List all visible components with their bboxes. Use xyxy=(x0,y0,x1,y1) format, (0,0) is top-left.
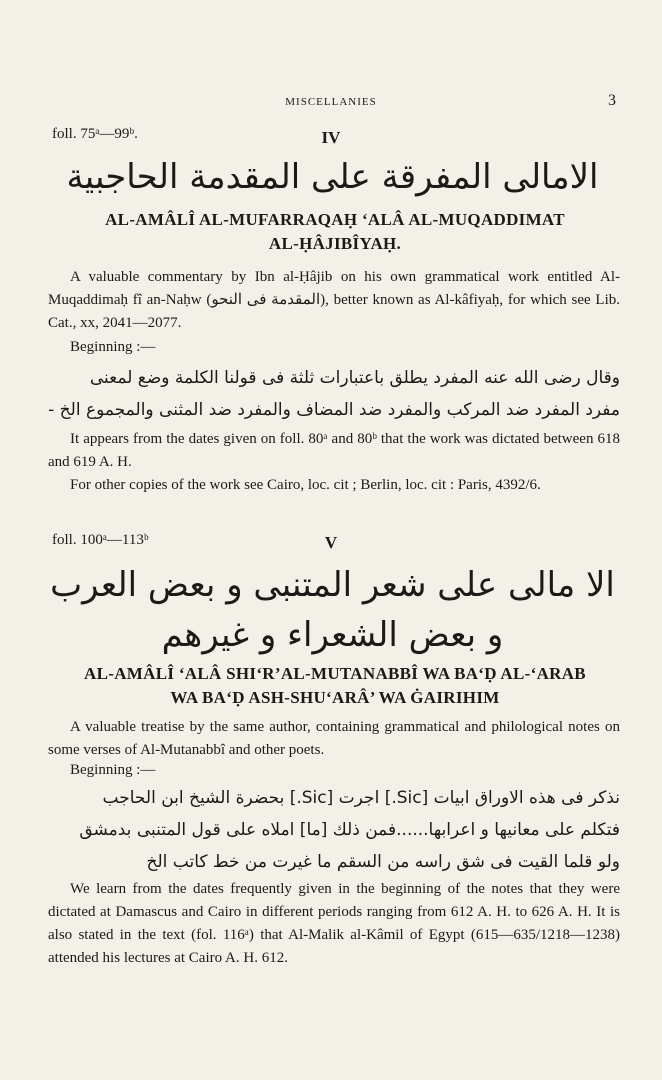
arabic-title-iv: الامالى المفرقة على المقدمة الحاجبية xyxy=(66,157,599,197)
date-note-iv: It appears from the dates given on foll. 80ᵃ and 80ᵇ that the work was dictated between 618 and 619 A. H. xyxy=(48,431,620,470)
arabic-title-line2-v: و بعض الشعراء و غيرهم xyxy=(161,615,504,655)
copies-note-iv: For other copies of the work see Cairo, loc. cit ; Berlin, loc. cit : Paris, 4392/6. xyxy=(70,477,541,493)
transliteration-line2-v: WA BA‘Ḍ ASH-SHU‘ARÂ’ WA ĠAIRIHIM xyxy=(170,688,500,707)
transliteration-line1-iv: AL-AMÂLÎ AL-MUFARRAQAḤ ‘ALÂ AL-MUQADDIMAT xyxy=(105,210,565,229)
arabic-incipit-line1-iv: وقال رضى الله عنه المفرد يطلق باعتبارات ثلثة فى قولنا الكلمة وضع لمعنى xyxy=(89,368,620,388)
arabic-incipit-line1-v: نذكر فى هذه الاوراق ابيات [Sic.] اجرت [Sic.] بحضرة الشيخ ابن الحاجب xyxy=(102,788,620,808)
transliteration-line1-v: AL-AMÂLÎ ‘ALÂ SHI‘R’AL-MUTANABBÎ WA BA‘Ḍ AL-‘ARAB xyxy=(84,664,586,683)
arabic-title-line1-v: الا مالى على شعر المتنبى و بعض العرب xyxy=(50,565,615,605)
page-number: 3 xyxy=(608,92,616,109)
description-iv: A valuable commentary by Ibn al-Ḥâjib on his own grammatical work entitled Al-Muqaddimaḥ fî an-Naḥw (المقدمة فى النحو), better known as Al-kâfiyaḥ, for which see Lib. Cat., xx, 2041—2077. xyxy=(48,269,620,331)
section-numeral-v: V xyxy=(324,533,338,552)
folio-range-iv: foll. 75ᵃ—99ᵇ. xyxy=(52,126,138,142)
dictation-note-v: We learn from the dates frequently given in the beginning of the notes that they were dictated at Damascus and Cairo in different periods ranging from 612 A. H. to 626 A. H. It is also stated in the text (fol. 116ᵃ) that Al-Malik al-Kâmil of Egypt (615—635/1218—1238) attended his lectures at Cairo A. H. 612. xyxy=(48,881,620,966)
section-numeral-iv: IV xyxy=(321,128,341,147)
running-title: MISCELLANIES xyxy=(285,96,377,108)
description-v: A valuable treatise by the same author, containing grammatical and philological notes on some verses of Al-Mutanabbî and other poets. xyxy=(48,719,620,758)
arabic-incipit-line2-iv: مفرد المفرد ضد المركب والمفرد ضد المضاف والمفرد ضد المثنى والمجموع الخ - xyxy=(48,400,620,420)
transliteration-line2-iv: AL-ḤÂJIBÎYAḤ. xyxy=(268,234,402,253)
beginning-label-v: Beginning :— xyxy=(70,762,156,778)
arabic-incipit-line3-v: ولو قلما القيت فى شق راسه من السقم ما غيرت من خط كاتب الخ xyxy=(146,852,620,872)
folio-range-v: foll. 100ᵃ—113ᵇ xyxy=(52,532,149,548)
arabic-incipit-line2-v: فتكلم على معانيها و اعرابها......فمن ذلك [ما] املاه على قول المتنبى بدمشق xyxy=(79,820,620,840)
beginning-label-iv: Beginning :— xyxy=(70,339,156,355)
